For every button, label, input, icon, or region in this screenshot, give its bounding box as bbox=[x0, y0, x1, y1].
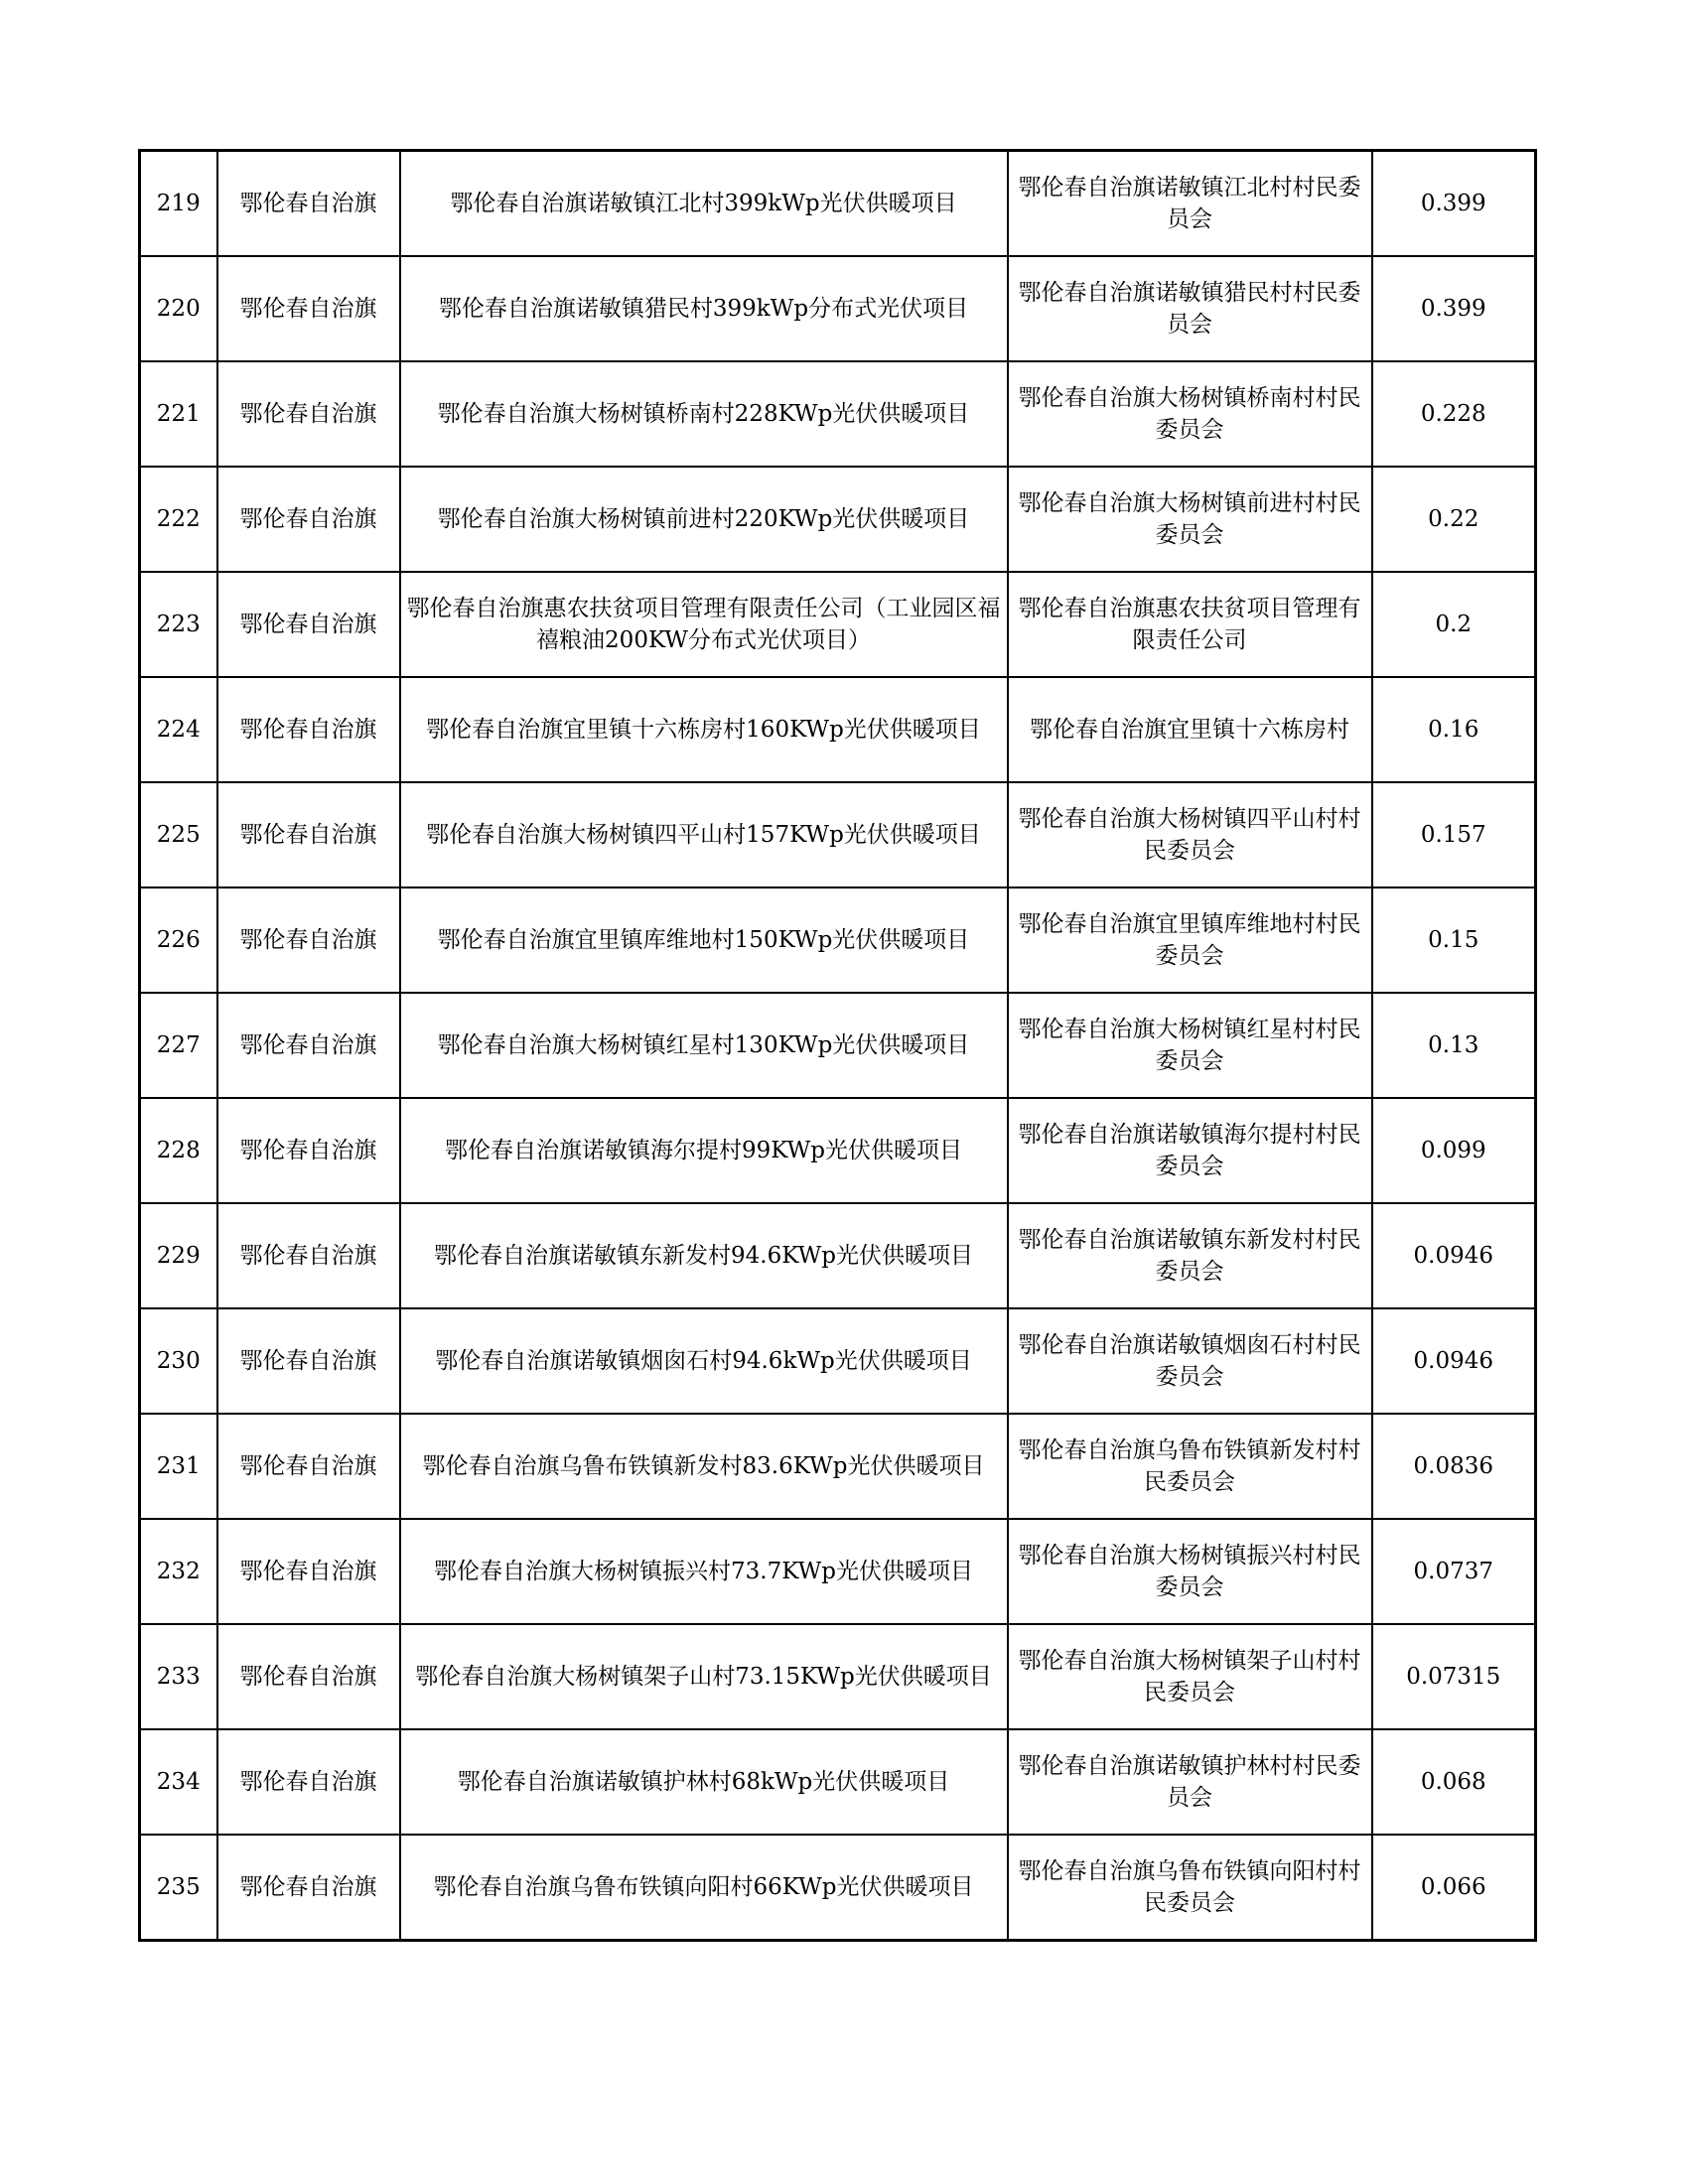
capacity-cell: 0.0946 bbox=[1372, 1203, 1536, 1308]
project-name-cell: 鄂伦春自治旗诺敏镇江北村399kWp光伏供暖项目 bbox=[400, 151, 1008, 257]
capacity-cell: 0.0836 bbox=[1372, 1414, 1536, 1519]
owner-cell: 鄂伦春自治旗宜里镇十六栋房村 bbox=[1008, 677, 1372, 782]
region-cell: 鄂伦春自治旗 bbox=[217, 1729, 400, 1835]
table-row bbox=[140, 467, 1536, 572]
row-number-cell: 221 bbox=[140, 361, 217, 467]
region-cell: 鄂伦春自治旗 bbox=[217, 677, 400, 782]
owner-cell: 鄂伦春自治旗诺敏镇猎民村村民委员会 bbox=[1008, 256, 1372, 361]
table-row bbox=[140, 677, 1536, 782]
owner-cell: 鄂伦春自治旗大杨树镇振兴村村民委员会 bbox=[1008, 1519, 1372, 1624]
row-number-cell: 231 bbox=[140, 1414, 217, 1519]
owner-cell: 鄂伦春自治旗大杨树镇前进村村民委员会 bbox=[1008, 467, 1372, 572]
project-name-cell: 鄂伦春自治旗乌鲁布铁镇向阳村66KWp光伏供暖项目 bbox=[400, 1835, 1008, 1941]
owner-cell: 鄂伦春自治旗诺敏镇烟囱石村村民委员会 bbox=[1008, 1308, 1372, 1414]
owner-cell: 鄂伦春自治旗诺敏镇海尔提村村民委员会 bbox=[1008, 1098, 1372, 1203]
owner-cell: 鄂伦春自治旗宜里镇库维地村村民委员会 bbox=[1008, 887, 1372, 993]
capacity-cell: 0.399 bbox=[1372, 151, 1536, 257]
capacity-cell: 0.099 bbox=[1372, 1098, 1536, 1203]
region-cell: 鄂伦春自治旗 bbox=[217, 1098, 400, 1203]
project-name-cell: 鄂伦春自治旗大杨树镇红星村130KWp光伏供暖项目 bbox=[400, 993, 1008, 1098]
project-name-cell: 鄂伦春自治旗乌鲁布铁镇新发村83.6KWp光伏供暖项目 bbox=[400, 1414, 1008, 1519]
owner-cell: 鄂伦春自治旗大杨树镇红星村村民委员会 bbox=[1008, 993, 1372, 1098]
row-number-cell: 225 bbox=[140, 782, 217, 887]
capacity-cell: 0.2 bbox=[1372, 572, 1536, 677]
row-number-cell: 233 bbox=[140, 1624, 217, 1729]
project-name-cell: 鄂伦春自治旗宜里镇十六栋房村160KWp光伏供暖项目 bbox=[400, 677, 1008, 782]
row-number-cell: 220 bbox=[140, 256, 217, 361]
owner-cell: 鄂伦春自治旗大杨树镇四平山村村民委员会 bbox=[1008, 782, 1372, 887]
region-cell: 鄂伦春自治旗 bbox=[217, 467, 400, 572]
capacity-cell: 0.07315 bbox=[1372, 1624, 1536, 1729]
owner-cell: 鄂伦春自治旗惠农扶贫项目管理有限责任公司 bbox=[1008, 572, 1372, 677]
owner-cell: 鄂伦春自治旗大杨树镇架子山村村民委员会 bbox=[1008, 1624, 1372, 1729]
region-cell: 鄂伦春自治旗 bbox=[217, 1414, 400, 1519]
capacity-cell: 0.399 bbox=[1372, 256, 1536, 361]
table-row bbox=[140, 1729, 1536, 1835]
project-name-cell: 鄂伦春自治旗大杨树镇前进村220KWp光伏供暖项目 bbox=[400, 467, 1008, 572]
capacity-cell: 0.157 bbox=[1372, 782, 1536, 887]
region-cell: 鄂伦春自治旗 bbox=[217, 1835, 400, 1941]
region-cell: 鄂伦春自治旗 bbox=[217, 256, 400, 361]
row-number-cell: 228 bbox=[140, 1098, 217, 1203]
project-name-cell: 鄂伦春自治旗诺敏镇海尔提村99KWp光伏供暖项目 bbox=[400, 1098, 1008, 1203]
table-row bbox=[140, 1308, 1536, 1414]
project-name-cell: 鄂伦春自治旗大杨树镇四平山村157KWp光伏供暖项目 bbox=[400, 782, 1008, 887]
project-table bbox=[138, 149, 1537, 1942]
project-name-cell: 鄂伦春自治旗宜里镇库维地村150KWp光伏供暖项目 bbox=[400, 887, 1008, 993]
capacity-cell: 0.15 bbox=[1372, 887, 1536, 993]
region-cell: 鄂伦春自治旗 bbox=[217, 1203, 400, 1308]
capacity-cell: 0.22 bbox=[1372, 467, 1536, 572]
table-row bbox=[140, 572, 1536, 677]
table-row bbox=[140, 1519, 1536, 1624]
project-name-cell: 鄂伦春自治旗大杨树镇振兴村73.7KWp光伏供暖项目 bbox=[400, 1519, 1008, 1624]
project-name-cell: 鄂伦春自治旗诺敏镇护林村68kWp光伏供暖项目 bbox=[400, 1729, 1008, 1835]
project-name-cell: 鄂伦春自治旗诺敏镇东新发村94.6KWp光伏供暖项目 bbox=[400, 1203, 1008, 1308]
table-row bbox=[140, 151, 1536, 257]
table-row bbox=[140, 887, 1536, 993]
row-number-cell: 227 bbox=[140, 993, 217, 1098]
project-name-cell: 鄂伦春自治旗大杨树镇桥南村228KWp光伏供暖项目 bbox=[400, 361, 1008, 467]
table-row bbox=[140, 256, 1536, 361]
table-row bbox=[140, 782, 1536, 887]
capacity-cell: 0.066 bbox=[1372, 1835, 1536, 1941]
capacity-cell: 0.0946 bbox=[1372, 1308, 1536, 1414]
table-row bbox=[140, 1835, 1536, 1941]
owner-cell: 鄂伦春自治旗乌鲁布铁镇向阳村村民委员会 bbox=[1008, 1835, 1372, 1941]
row-number-cell: 234 bbox=[140, 1729, 217, 1835]
owner-cell: 鄂伦春自治旗乌鲁布铁镇新发村村民委员会 bbox=[1008, 1414, 1372, 1519]
region-cell: 鄂伦春自治旗 bbox=[217, 1308, 400, 1414]
capacity-cell: 0.0737 bbox=[1372, 1519, 1536, 1624]
region-cell: 鄂伦春自治旗 bbox=[217, 151, 400, 257]
region-cell: 鄂伦春自治旗 bbox=[217, 1519, 400, 1624]
capacity-cell: 0.228 bbox=[1372, 361, 1536, 467]
region-cell: 鄂伦春自治旗 bbox=[217, 361, 400, 467]
capacity-cell: 0.13 bbox=[1372, 993, 1536, 1098]
row-number-cell: 224 bbox=[140, 677, 217, 782]
row-number-cell: 222 bbox=[140, 467, 217, 572]
capacity-cell: 0.16 bbox=[1372, 677, 1536, 782]
table-row bbox=[140, 361, 1536, 467]
row-number-cell: 223 bbox=[140, 572, 217, 677]
project-name-cell: 鄂伦春自治旗惠农扶贫项目管理有限责任公司（工业园区福禧粮油200KW分布式光伏项目） bbox=[400, 572, 1008, 677]
owner-cell: 鄂伦春自治旗诺敏镇东新发村村民委员会 bbox=[1008, 1203, 1372, 1308]
region-cell: 鄂伦春自治旗 bbox=[217, 572, 400, 677]
project-name-cell: 鄂伦春自治旗诺敏镇烟囱石村94.6kWp光伏供暖项目 bbox=[400, 1308, 1008, 1414]
row-number-cell: 232 bbox=[140, 1519, 217, 1624]
table-row bbox=[140, 1414, 1536, 1519]
owner-cell: 鄂伦春自治旗诺敏镇护林村村民委员会 bbox=[1008, 1729, 1372, 1835]
table-row bbox=[140, 1203, 1536, 1308]
region-cell: 鄂伦春自治旗 bbox=[217, 887, 400, 993]
row-number-cell: 229 bbox=[140, 1203, 217, 1308]
row-number-cell: 230 bbox=[140, 1308, 217, 1414]
owner-cell: 鄂伦春自治旗大杨树镇桥南村村民委员会 bbox=[1008, 361, 1372, 467]
project-name-cell: 鄂伦春自治旗诺敏镇猎民村399kWp分布式光伏项目 bbox=[400, 256, 1008, 361]
region-cell: 鄂伦春自治旗 bbox=[217, 993, 400, 1098]
row-number-cell: 226 bbox=[140, 887, 217, 993]
region-cell: 鄂伦春自治旗 bbox=[217, 782, 400, 887]
project-name-cell: 鄂伦春自治旗大杨树镇架子山村73.15KWp光伏供暖项目 bbox=[400, 1624, 1008, 1729]
table-row bbox=[140, 1098, 1536, 1203]
row-number-cell: 219 bbox=[140, 151, 217, 257]
table-row bbox=[140, 1624, 1536, 1729]
row-number-cell: 235 bbox=[140, 1835, 217, 1941]
owner-cell: 鄂伦春自治旗诺敏镇江北村村民委员会 bbox=[1008, 151, 1372, 257]
table-row bbox=[140, 993, 1536, 1098]
region-cell: 鄂伦春自治旗 bbox=[217, 1624, 400, 1729]
table-body bbox=[140, 151, 1536, 1941]
capacity-cell: 0.068 bbox=[1372, 1729, 1536, 1835]
